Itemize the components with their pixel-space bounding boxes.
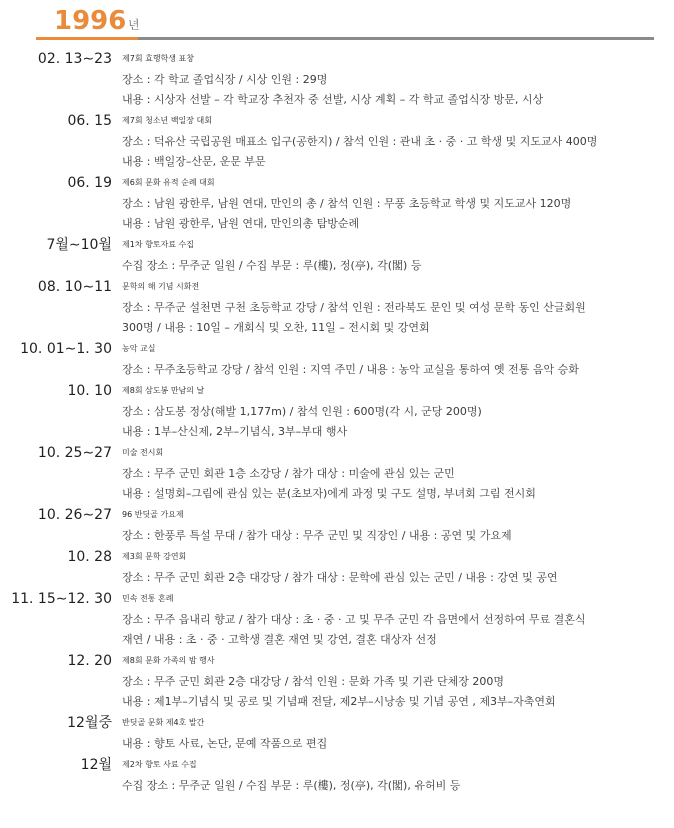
- event-detail: 장소 : 각 학교 졸업식장 / 시상 인원 : 29명: [122, 73, 328, 86]
- event-detail: 장소 : 무주군 설천면 구천 초등학교 강당 / 참석 인원 : 전라북도 문인 및 여성 문학 동인 산글회원: [122, 301, 586, 314]
- event-entry: [0, 754, 674, 796]
- event-date: 06. 19: [67, 175, 112, 191]
- event-title: 제8회 문화 가족의 밤 행사: [122, 656, 215, 665]
- event-date: 12월중: [67, 715, 112, 731]
- event-title: 문학의 해 기념 시화전: [122, 282, 200, 291]
- event-detail: 장소 : 남원 광한루, 남원 연대, 만인의 총 / 참석 인원 : 무풍 초등학교 학생 및 지도교사 120명: [122, 197, 572, 210]
- event-date: 10. 26∼27: [37, 507, 112, 523]
- event-detail: 수집 장소 : 무주군 일원 / 수집 부문 : 루(樓), 정(亭), 각(閣), 유허비 등: [122, 779, 461, 792]
- event-detail: 장소 : 무주 군민 회관 2층 대강당 / 참석 인원 : 문화 가족 및 기관 단체장 200명: [122, 675, 504, 688]
- event-date: 02. 13∼23: [37, 51, 112, 67]
- event-title: 민속 전통 혼례: [122, 594, 174, 603]
- event-title: 제7회 청소년 백일장 대회: [122, 116, 212, 125]
- event-entry: [0, 172, 674, 234]
- event-detail: 내용 : 시상자 선발 – 각 학교장 추천자 중 선발, 시상 계획 – 각 학교 졸업식장 방문, 시상: [122, 93, 544, 106]
- event-date: 10. 10: [67, 383, 112, 399]
- year-header: [0, 0, 674, 44]
- event-detail: 장소 : 무주초등학교 강당 / 참석 인원 : 지역 주민 / 내용 : 농악 교실을 통하여 옛 전통 음악 승화: [122, 363, 579, 376]
- event-date: 06. 15: [67, 113, 112, 129]
- event-date: 11. 15∼12. 30: [11, 591, 112, 607]
- event-detail: 장소 : 무주 읍내리 향교 / 참가 대상 : 초 · 중 · 고 및 무주 군민 각 읍면에서 선정하여 무료 결혼식: [122, 613, 586, 626]
- event-detail: 내용 : 향토 사료, 논단, 문예 작품으로 편집: [122, 737, 328, 750]
- event-detail: 장소 : 무주 군민 회관 1층 소강당 / 참가 대상 : 미술에 관심 있는 군민: [122, 467, 455, 480]
- header-rule: [138, 37, 654, 40]
- year-suffix: 년: [128, 18, 140, 32]
- event-title: 96 반딧골 가요제: [122, 510, 184, 519]
- event-entry: [0, 588, 674, 650]
- event-date: 12. 20: [67, 653, 112, 669]
- event-title: 제7회 효행학생 표창: [122, 54, 194, 63]
- event-detail: 내용 : 백일장–산문, 운문 부문: [122, 155, 266, 168]
- event-date: 12월: [80, 757, 112, 773]
- event-title: 제8회 삼도봉 만남의 날: [122, 386, 205, 395]
- event-title: 반딧골 문화 제4호 발간: [122, 718, 205, 727]
- event-detail: 내용 : 제1부–기념식 및 공로 및 기념패 전달, 제2부–시낭송 및 기념 공연 , 제3부–자축연회: [122, 695, 556, 708]
- event-entry: [0, 110, 674, 172]
- event-entry: [0, 650, 674, 712]
- event-detail: 재연 / 내용 : 초 · 중 · 고학생 결혼 재연 및 강연, 결혼 대상자 선정: [122, 633, 437, 646]
- event-entry: [0, 712, 674, 754]
- event-title: 제1차 향토자료 수집: [122, 240, 194, 249]
- year-number: 1996: [54, 6, 127, 36]
- event-title: 농악 교실: [122, 344, 156, 353]
- event-detail: 장소 : 무주 군민 회관 2층 대강당 / 참가 대상 : 문학에 관심 있는 군민 / 내용 : 강연 및 공연: [122, 571, 558, 584]
- event-title: 제6회 문화 유적 순례 대회: [122, 178, 215, 187]
- event-entry: [0, 546, 674, 588]
- event-detail: 300명 / 내용 : 10일 – 개회식 및 오찬, 11일 – 전시회 및 강연회: [122, 321, 430, 334]
- event-entry: [0, 504, 674, 546]
- event-date: 10. 28: [67, 549, 112, 565]
- event-entry: [0, 338, 674, 380]
- event-detail: 내용 : 1부–산신제, 2부–기념식, 3부–부대 행사: [122, 425, 348, 438]
- event-date: 10. 25∼27: [37, 445, 112, 461]
- event-date: 7월∼10월: [46, 237, 112, 253]
- event-detail: 장소 : 덕유산 국립공원 매표소 입구(공한지) / 참석 인원 : 관내 초 · 중 · 고 학생 및 지도교사 400명: [122, 135, 598, 148]
- header-accent-rule: [36, 37, 138, 40]
- event-detail: 장소 : 삼도봉 정상(해발 1,177m) / 참석 인원 : 600명(각 시, 군당 200명): [122, 405, 482, 418]
- event-date: 10. 01∼1. 30: [20, 341, 112, 357]
- event-entry: [0, 234, 674, 276]
- event-detail: 내용 : 남원 광한루, 남원 연대, 만인의총 탐방순례: [122, 217, 360, 230]
- event-detail: 내용 : 설명회–그림에 관심 있는 분(초보자)에게 과정 및 구도 설명, 부녀회 그림 전시회: [122, 487, 536, 500]
- event-date: 08. 10∼11: [37, 279, 112, 295]
- event-list: [0, 48, 674, 796]
- event-entry: [0, 380, 674, 442]
- event-detail: 장소 : 한풍루 특설 무대 / 참가 대상 : 무주 군민 및 직장인 / 내용 : 공연 및 가요제: [122, 529, 512, 542]
- event-detail: 수집 장소 : 무주군 일원 / 수집 부문 : 루(樓), 정(亭), 각(閣) 등: [122, 259, 422, 272]
- event-title: 미술 전시회: [122, 448, 164, 457]
- event-entry: [0, 276, 674, 338]
- event-title: 제3회 문학 강연회: [122, 552, 187, 561]
- event-title: 제2차 향토 사료 수집: [122, 760, 197, 769]
- event-entry: [0, 442, 674, 504]
- event-entry: [0, 48, 674, 110]
